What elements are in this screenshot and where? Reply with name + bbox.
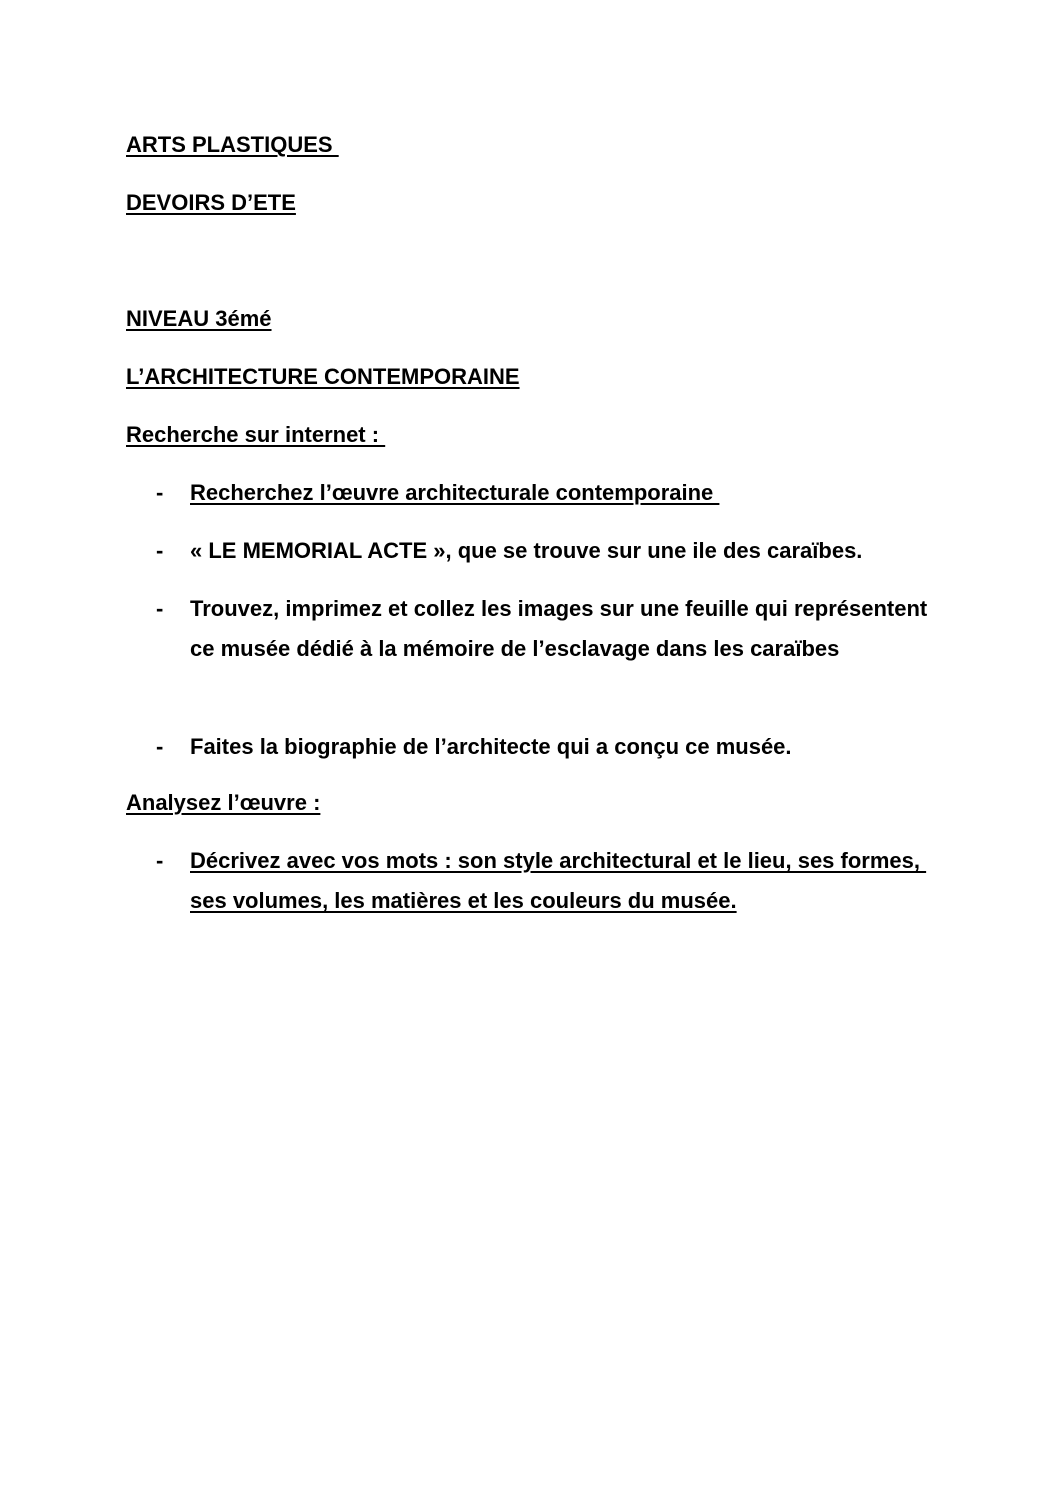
topic-heading: L’ARCHITECTURE CONTEMPORAINE — [126, 364, 520, 389]
subject-heading: ARTS PLASTIQUES — [126, 132, 339, 157]
list-item — [190, 473, 950, 513]
list-bullet: - — [156, 538, 164, 563]
list-item-text: Trouvez, imprimez et collez les images sur une feuille qui représentent ce musée dédié à la mémoire de l’esclavage dans les caraïbes — [190, 596, 934, 661]
assignment-heading: DEVOIRS D’ETE — [126, 190, 296, 215]
list-bullet: - — [156, 848, 164, 873]
list-bullet: - — [156, 734, 164, 759]
analysis-heading: Analysez l’œuvre : — [126, 790, 321, 815]
list-item-text: Décrivez avec vos mots : son style architectural et le lieu, ses formes, ses volumes, les matières et les couleurs du musée. — [190, 848, 927, 913]
list-item-text: Recherchez l’œuvre architecturale contemporaine — [190, 480, 720, 505]
list-item-text: Faites la biographie de l’architecte qui a conçu ce musée. — [190, 734, 792, 759]
list-item — [190, 589, 940, 669]
list-item — [190, 841, 930, 921]
list-item — [190, 727, 950, 767]
level-heading: NIVEAU 3émé — [126, 306, 272, 331]
list-item-text: « LE MEMORIAL ACTE », que se trouve sur une ile des caraïbes. — [190, 538, 863, 563]
list-bullet: - — [156, 480, 164, 505]
list-bullet: - — [156, 596, 164, 621]
list-item — [190, 531, 950, 571]
research-heading: Recherche sur internet : — [126, 422, 386, 447]
